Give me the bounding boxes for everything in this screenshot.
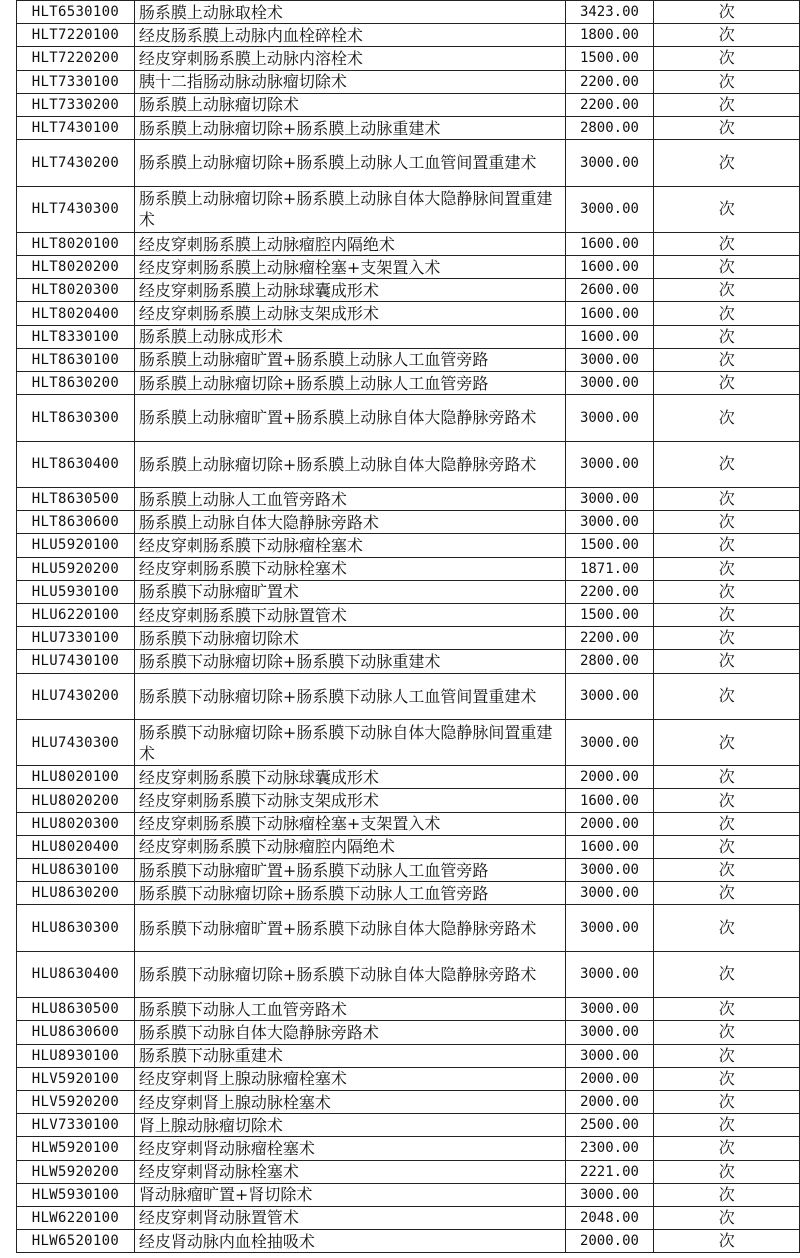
item-name-cell: 肠系膜上动脉自体大隐静脉旁路术 (134, 511, 565, 534)
item-code-cell: HLW6220100 (17, 1206, 135, 1229)
item-price-cell: 1600.00 (565, 325, 654, 348)
item-code-cell: HLT7430100 (17, 116, 135, 139)
item-name-cell: 经皮穿刺肠系膜下动脉球囊成形术 (134, 766, 565, 789)
item-code-cell: HLU7430200 (17, 673, 135, 719)
item-unit-cell: 次 (654, 1, 800, 24)
item-name-cell: 肠系膜下动脉瘤旷置术 (134, 580, 565, 603)
item-unit-cell: 次 (654, 1137, 800, 1160)
item-unit-cell: 次 (654, 47, 800, 70)
item-unit-cell: 次 (654, 302, 800, 325)
table-row (17, 1137, 800, 1160)
item-code-cell: HLU8020100 (17, 766, 135, 789)
table-row (17, 186, 800, 232)
item-price-cell: 3000.00 (565, 441, 654, 487)
item-code-cell: HLU8630600 (17, 1021, 135, 1044)
item-unit-cell: 次 (654, 1160, 800, 1183)
item-price-cell: 3000.00 (565, 511, 654, 534)
item-name-cell: 肠系膜下动脉自体大隐静脉旁路术 (134, 1021, 565, 1044)
item-unit-cell: 次 (654, 232, 800, 255)
item-price-cell: 2221.00 (565, 1160, 654, 1183)
item-unit-cell: 次 (654, 186, 800, 232)
item-unit-cell: 次 (654, 1114, 800, 1137)
item-code-cell: HLU5920200 (17, 557, 135, 580)
item-code-cell: HLT6530100 (17, 1, 135, 24)
item-code-cell: HLT7430300 (17, 186, 135, 232)
table-row (17, 998, 800, 1021)
item-code-cell: HLT8630300 (17, 395, 135, 441)
item-name-cell: 肠系膜上动脉瘤切除+肠系膜上动脉人工血管间置重建术 (134, 140, 565, 186)
item-price-cell: 2300.00 (565, 1137, 654, 1160)
table-row (17, 951, 800, 997)
table-row (17, 1021, 800, 1044)
item-unit-cell: 次 (654, 534, 800, 557)
item-unit-cell: 次 (654, 859, 800, 882)
item-price-cell: 2000.00 (565, 812, 654, 835)
item-name-cell: 肠系膜下动脉瘤切除术 (134, 627, 565, 650)
item-unit-cell: 次 (654, 1206, 800, 1229)
price-table-body (17, 1, 800, 1253)
item-price-cell: 2600.00 (565, 279, 654, 302)
item-unit-cell: 次 (654, 70, 800, 93)
item-price-cell: 2000.00 (565, 1230, 654, 1253)
item-price-cell: 3000.00 (565, 488, 654, 511)
item-name-cell: 经皮穿刺肾动脉置管术 (134, 1206, 565, 1229)
item-unit-cell: 次 (654, 441, 800, 487)
item-unit-cell: 次 (654, 1021, 800, 1044)
table-row (17, 673, 800, 719)
item-code-cell: HLT8630200 (17, 372, 135, 395)
item-code-cell: HLW5920200 (17, 1160, 135, 1183)
item-name-cell: 肠系膜下动脉瘤旷置+肠系膜下动脉人工血管旁路 (134, 859, 565, 882)
table-row (17, 24, 800, 47)
table-row (17, 1044, 800, 1067)
item-price-cell: 2048.00 (565, 1206, 654, 1229)
item-name-cell: 肠系膜上动脉成形术 (134, 325, 565, 348)
item-name-cell: 肠系膜下动脉瘤切除+肠系膜下动脉自体大隐静脉间置重建术 (134, 719, 565, 765)
item-price-cell: 1600.00 (565, 302, 654, 325)
item-name-cell: 肠系膜下动脉人工血管旁路术 (134, 998, 565, 1021)
item-price-cell: 2000.00 (565, 1067, 654, 1090)
item-code-cell: HLT8630400 (17, 441, 135, 487)
item-price-cell: 2000.00 (565, 766, 654, 789)
item-code-cell: HLT8330100 (17, 325, 135, 348)
item-unit-cell: 次 (654, 789, 800, 812)
item-unit-cell: 次 (654, 372, 800, 395)
item-price-cell: 3000.00 (565, 673, 654, 719)
table-row (17, 116, 800, 139)
item-name-cell: 肠系膜上动脉人工血管旁路术 (134, 488, 565, 511)
table-row (17, 859, 800, 882)
item-code-cell: HLW6520100 (17, 1230, 135, 1253)
item-name-cell: 经皮穿刺肾动脉栓塞术 (134, 1160, 565, 1183)
item-price-cell: 3000.00 (565, 719, 654, 765)
item-unit-cell: 次 (654, 603, 800, 626)
item-unit-cell: 次 (654, 1090, 800, 1113)
item-name-cell: 经皮穿刺肠系膜下动脉置管术 (134, 603, 565, 626)
item-price-cell: 3000.00 (565, 951, 654, 997)
item-unit-cell: 次 (654, 279, 800, 302)
item-name-cell: 经皮穿刺肠系膜下动脉支架成形术 (134, 789, 565, 812)
item-price-cell: 3423.00 (565, 1, 654, 24)
item-code-cell: HLV5920200 (17, 1090, 135, 1113)
item-price-cell: 1871.00 (565, 557, 654, 580)
item-unit-cell: 次 (654, 812, 800, 835)
table-row (17, 789, 800, 812)
table-row (17, 1230, 800, 1253)
item-price-cell: 3000.00 (565, 1183, 654, 1206)
table-row (17, 348, 800, 371)
item-unit-cell: 次 (654, 511, 800, 534)
table-row (17, 372, 800, 395)
item-name-cell: 肠系膜下动脉瘤切除+肠系膜下动脉人工血管间置重建术 (134, 673, 565, 719)
item-code-cell: HLU5930100 (17, 580, 135, 603)
item-price-cell: 1500.00 (565, 47, 654, 70)
item-code-cell: HLU8630300 (17, 905, 135, 951)
table-row (17, 395, 800, 441)
item-code-cell: HLU8630500 (17, 998, 135, 1021)
item-name-cell: 经皮穿刺肠系膜下动脉瘤腔内隔绝术 (134, 835, 565, 858)
item-name-cell: 肠系膜上动脉瘤旷置+肠系膜上动脉自体大隐静脉旁路术 (134, 395, 565, 441)
table-row (17, 325, 800, 348)
item-unit-cell: 次 (654, 140, 800, 186)
item-unit-cell: 次 (654, 835, 800, 858)
item-price-cell: 1500.00 (565, 603, 654, 626)
table-row (17, 1160, 800, 1183)
table-row (17, 488, 800, 511)
item-unit-cell: 次 (654, 395, 800, 441)
table-row (17, 580, 800, 603)
item-unit-cell: 次 (654, 348, 800, 371)
item-name-cell: 肠系膜上动脉瘤切除+肠系膜上动脉自体大隐静脉旁路术 (134, 441, 565, 487)
table-row (17, 47, 800, 70)
table-row (17, 1090, 800, 1113)
table-row (17, 766, 800, 789)
item-unit-cell: 次 (654, 766, 800, 789)
item-price-cell: 3000.00 (565, 859, 654, 882)
item-unit-cell: 次 (654, 1183, 800, 1206)
item-unit-cell: 次 (654, 93, 800, 116)
item-price-cell: 3000.00 (565, 1044, 654, 1067)
item-unit-cell: 次 (654, 488, 800, 511)
item-price-cell: 2800.00 (565, 116, 654, 139)
item-unit-cell: 次 (654, 882, 800, 905)
item-unit-cell: 次 (654, 256, 800, 279)
item-code-cell: HLU7330100 (17, 627, 135, 650)
item-name-cell: 经皮肠系膜上动脉内血栓碎栓术 (134, 24, 565, 47)
item-price-cell: 1600.00 (565, 232, 654, 255)
item-unit-cell: 次 (654, 650, 800, 673)
table-row (17, 140, 800, 186)
item-unit-cell: 次 (654, 673, 800, 719)
item-name-cell: 胰十二指肠动脉动脉瘤切除术 (134, 70, 565, 93)
table-row (17, 534, 800, 557)
item-code-cell: HLV7330100 (17, 1114, 135, 1137)
item-price-cell: 3000.00 (565, 186, 654, 232)
item-name-cell: 经皮穿刺肠系膜上动脉内溶栓术 (134, 47, 565, 70)
item-name-cell: 肠系膜下动脉瘤切除+肠系膜下动脉自体大隐静脉旁路术 (134, 951, 565, 997)
item-unit-cell: 次 (654, 998, 800, 1021)
item-name-cell: 肠系膜上动脉瘤旷置+肠系膜上动脉人工血管旁路 (134, 348, 565, 371)
item-code-cell: HLW5920100 (17, 1137, 135, 1160)
item-name-cell: 肠系膜下动脉瘤切除+肠系膜下动脉人工血管旁路 (134, 882, 565, 905)
item-code-cell: HLU8020400 (17, 835, 135, 858)
item-name-cell: 经皮穿刺肠系膜下动脉瘤栓塞术 (134, 534, 565, 557)
table-row (17, 650, 800, 673)
item-name-cell: 肠系膜下动脉瘤旷置+肠系膜下动脉自体大隐静脉旁路术 (134, 905, 565, 951)
item-price-cell: 3000.00 (565, 372, 654, 395)
item-name-cell: 肠系膜上动脉瘤切除+肠系膜上动脉自体大隐静脉间置重建术 (134, 186, 565, 232)
item-price-cell: 3000.00 (565, 1021, 654, 1044)
item-code-cell: HLU8930100 (17, 1044, 135, 1067)
item-code-cell: HLU8020200 (17, 789, 135, 812)
item-code-cell: HLT8020200 (17, 256, 135, 279)
item-name-cell: 经皮穿刺肠系膜上动脉球囊成形术 (134, 279, 565, 302)
item-code-cell: HLU6220100 (17, 603, 135, 626)
item-code-cell: HLU8630400 (17, 951, 135, 997)
item-code-cell: HLU8630200 (17, 882, 135, 905)
item-code-cell: HLT8630100 (17, 348, 135, 371)
table-row (17, 812, 800, 835)
table-row (17, 1114, 800, 1137)
item-code-cell: HLT7430200 (17, 140, 135, 186)
item-unit-cell: 次 (654, 325, 800, 348)
item-unit-cell: 次 (654, 627, 800, 650)
item-code-cell: HLW5930100 (17, 1183, 135, 1206)
item-price-cell: 3000.00 (565, 882, 654, 905)
item-code-cell: HLT7330100 (17, 70, 135, 93)
item-name-cell: 肾动脉瘤旷置+肾切除术 (134, 1183, 565, 1206)
item-price-cell: 2200.00 (565, 580, 654, 603)
item-unit-cell: 次 (654, 1230, 800, 1253)
item-code-cell: HLT8020300 (17, 279, 135, 302)
item-name-cell: 经皮穿刺肾上腺动脉瘤栓塞术 (134, 1067, 565, 1090)
item-price-cell: 2500.00 (565, 1114, 654, 1137)
item-name-cell: 经皮穿刺肾动脉瘤栓塞术 (134, 1137, 565, 1160)
item-code-cell: HLT8630500 (17, 488, 135, 511)
table-row (17, 441, 800, 487)
item-price-cell: 1800.00 (565, 24, 654, 47)
table-row (17, 93, 800, 116)
table-row (17, 1206, 800, 1229)
table-row (17, 70, 800, 93)
item-unit-cell: 次 (654, 580, 800, 603)
table-row (17, 557, 800, 580)
item-code-cell: HLT8630600 (17, 511, 135, 534)
item-price-cell: 1500.00 (565, 534, 654, 557)
item-price-cell: 1600.00 (565, 256, 654, 279)
item-unit-cell: 次 (654, 905, 800, 951)
item-price-cell: 3000.00 (565, 140, 654, 186)
table-row (17, 905, 800, 951)
item-code-cell: HLU8020300 (17, 812, 135, 835)
item-name-cell: 肠系膜下动脉瘤切除+肠系膜下动脉重建术 (134, 650, 565, 673)
item-name-cell: 经皮穿刺肠系膜上动脉瘤栓塞+支架置入术 (134, 256, 565, 279)
item-price-cell: 1600.00 (565, 789, 654, 812)
item-code-cell: HLT7330200 (17, 93, 135, 116)
item-price-cell: 1600.00 (565, 835, 654, 858)
item-unit-cell: 次 (654, 951, 800, 997)
item-unit-cell: 次 (654, 1067, 800, 1090)
item-price-cell: 3000.00 (565, 348, 654, 371)
item-name-cell: 经皮肾动脉内血栓抽吸术 (134, 1230, 565, 1253)
table-row (17, 882, 800, 905)
item-code-cell: HLU7430300 (17, 719, 135, 765)
item-name-cell: 肠系膜上动脉瘤切除+肠系膜上动脉重建术 (134, 116, 565, 139)
table-row (17, 603, 800, 626)
item-name-cell: 肠系膜下动脉重建术 (134, 1044, 565, 1067)
item-unit-cell: 次 (654, 1044, 800, 1067)
item-price-cell: 3000.00 (565, 905, 654, 951)
item-code-cell: HLV5920100 (17, 1067, 135, 1090)
table-row (17, 511, 800, 534)
item-price-cell: 2000.00 (565, 1090, 654, 1113)
item-code-cell: HLU7430100 (17, 650, 135, 673)
table-row (17, 279, 800, 302)
item-unit-cell: 次 (654, 24, 800, 47)
table-row (17, 302, 800, 325)
item-code-cell: HLT7220200 (17, 47, 135, 70)
item-unit-cell: 次 (654, 557, 800, 580)
item-name-cell: 肾上腺动脉瘤切除术 (134, 1114, 565, 1137)
item-code-cell: HLU5920100 (17, 534, 135, 557)
table-row (17, 256, 800, 279)
price-table (16, 0, 800, 1253)
item-name-cell: 经皮穿刺肠系膜上动脉瘤腔内隔绝术 (134, 232, 565, 255)
item-name-cell: 经皮穿刺肠系膜下动脉栓塞术 (134, 557, 565, 580)
item-name-cell: 经皮穿刺肠系膜上动脉支架成形术 (134, 302, 565, 325)
table-row (17, 232, 800, 255)
item-unit-cell: 次 (654, 719, 800, 765)
item-name-cell: 肠系膜上动脉瘤切除术 (134, 93, 565, 116)
item-price-cell: 3000.00 (565, 998, 654, 1021)
table-row (17, 719, 800, 765)
item-price-cell: 2200.00 (565, 70, 654, 93)
item-name-cell: 肠系膜上动脉取栓术 (134, 1, 565, 24)
item-price-cell: 3000.00 (565, 395, 654, 441)
item-name-cell: 经皮穿刺肠系膜下动脉瘤栓塞+支架置入术 (134, 812, 565, 835)
item-code-cell: HLU8630100 (17, 859, 135, 882)
item-code-cell: HLT8020100 (17, 232, 135, 255)
item-name-cell: 经皮穿刺肾上腺动脉栓塞术 (134, 1090, 565, 1113)
item-code-cell: HLT7220100 (17, 24, 135, 47)
table-row (17, 627, 800, 650)
item-price-cell: 2200.00 (565, 627, 654, 650)
table-row (17, 1, 800, 24)
item-unit-cell: 次 (654, 116, 800, 139)
item-price-cell: 2800.00 (565, 650, 654, 673)
table-row (17, 1183, 800, 1206)
item-code-cell: HLT8020400 (17, 302, 135, 325)
item-price-cell: 2200.00 (565, 93, 654, 116)
item-name-cell: 肠系膜上动脉瘤切除+肠系膜上动脉人工血管旁路 (134, 372, 565, 395)
table-row (17, 835, 800, 858)
table-row (17, 1067, 800, 1090)
